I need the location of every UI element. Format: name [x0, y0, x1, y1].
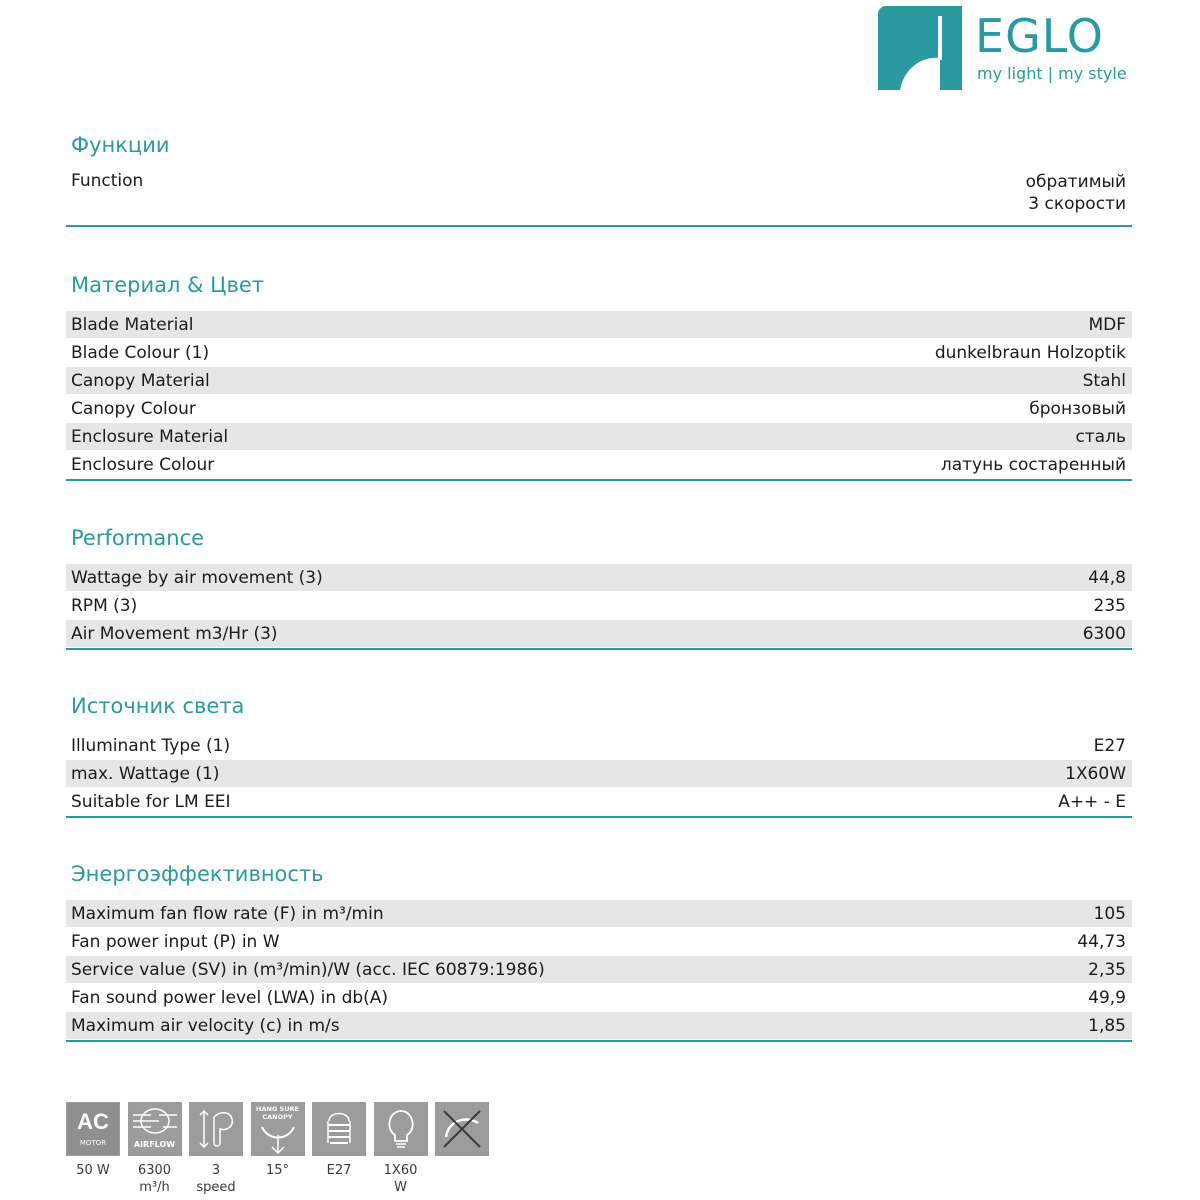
function-value: обратимый [1025, 172, 1126, 192]
table-row [66, 395, 1132, 423]
row-value: 44,73 [1077, 932, 1126, 952]
row-label: Suitable for LM EEI [71, 792, 231, 812]
feature-caption: 3 speed [196, 1163, 236, 1195]
feature-icons [66, 1102, 497, 1196]
table-row [66, 592, 1132, 620]
functions-title: Функции [71, 133, 170, 157]
row-value: бронзовый [1029, 399, 1126, 419]
row-value: 6300 [1082, 623, 1126, 644]
performance-section [66, 524, 1132, 650]
canopy-symbol-icon [252, 1121, 304, 1155]
airflow-icon [128, 1102, 182, 1156]
socket-symbol-icon [313, 1103, 365, 1155]
table-row [66, 788, 1132, 816]
row-label: Enclosure Colour [71, 455, 215, 475]
row-value: Stahl [1082, 370, 1126, 391]
canopy-icon-text: HANG SURE CANOPY [256, 1105, 299, 1121]
row-value: 49,9 [1088, 988, 1126, 1008]
row-label: Wattage by air movement (3) [71, 567, 323, 588]
feature-caption: 6300 m³/h [137, 1163, 172, 1195]
performance-title: Performance [71, 526, 205, 550]
row-label: Air Movement m3/Hr (3) [71, 623, 278, 644]
table-row [66, 984, 1132, 1012]
row-label: Blade Colour (1) [71, 343, 210, 363]
material-table [66, 311, 1132, 481]
feature-caption: E27 [326, 1163, 352, 1178]
row-value: 1X60W [1065, 763, 1126, 784]
row-label: Fan power input (P) in W [71, 932, 280, 952]
feature-item [251, 1102, 305, 1196]
ac-motor-icon [66, 1102, 120, 1156]
lightbulb-symbol-icon [375, 1103, 427, 1155]
hang-sure-canopy-icon [251, 1102, 305, 1156]
function-label: Function [71, 171, 144, 191]
table-row [66, 956, 1132, 984]
row-label: Fan sound power level (LWA) in db(A) [71, 988, 389, 1008]
feature-item [189, 1102, 243, 1196]
row-value: сталь [1075, 426, 1126, 447]
energy-title: Энергоэффективность [71, 862, 324, 886]
pull-chain-symbol-icon [190, 1103, 242, 1155]
table-row [66, 732, 1132, 760]
row-value: 2,35 [1088, 959, 1126, 980]
airflow-symbol-icon [129, 1105, 181, 1139]
eglo-logo-mark-icon [878, 6, 962, 90]
row-value: латунь состаренный [940, 455, 1126, 475]
row-value: MDF [1088, 314, 1126, 335]
feature-caption: 15° [265, 1163, 290, 1178]
row-label: Maximum fan flow rate (F) in m³/min [71, 903, 384, 924]
row-value: A++ - E [1058, 792, 1126, 812]
table-row [66, 451, 1132, 479]
functions-section [66, 131, 1132, 227]
table-row [66, 423, 1132, 451]
function-values [1026, 171, 1126, 215]
row-label: Service value (SV) in (m³/min)/W (acc. IEC 60879:1986) [71, 959, 545, 980]
row-label: Illuminant Type (1) [71, 736, 231, 756]
table-row [66, 367, 1132, 395]
bulb-icon [374, 1102, 428, 1156]
row-value: 235 [1093, 596, 1126, 616]
light-section [66, 692, 1132, 818]
eglo-logo [878, 6, 1138, 92]
material-section [66, 271, 1132, 481]
e27-socket-icon [312, 1102, 366, 1156]
feature-item [312, 1102, 366, 1196]
feature-caption: 1X60 W [383, 1163, 418, 1195]
feature-item [374, 1102, 428, 1196]
function-value: 3 скорости [1028, 194, 1126, 214]
table-row [66, 900, 1132, 928]
energy-table [66, 900, 1132, 1042]
table-row [66, 339, 1132, 367]
not-dimmable-icon [435, 1102, 489, 1156]
row-value: 1,85 [1088, 1015, 1126, 1036]
light-table [66, 732, 1132, 818]
table-row [66, 311, 1132, 339]
material-title: Материал & Цвет [71, 273, 264, 297]
dimmer-crossed-symbol-icon [436, 1103, 488, 1155]
ac-icon-text: AC [77, 1109, 109, 1134]
performance-table [66, 564, 1132, 650]
row-label: Canopy Colour [71, 399, 196, 419]
row-label: max. Wattage (1) [71, 763, 220, 784]
table-row [66, 760, 1132, 788]
speed-icon [189, 1102, 243, 1156]
table-row [66, 620, 1132, 648]
table-row [66, 928, 1132, 956]
functions-block [66, 169, 1132, 227]
light-title: Источник света [71, 694, 245, 718]
row-label: Canopy Material [71, 370, 210, 391]
row-label: Maximum air velocity (c) in m/s [71, 1015, 340, 1036]
row-label: Enclosure Material [71, 426, 229, 447]
logo-wordmark: EGLO [975, 9, 1104, 63]
row-value: 44,8 [1088, 567, 1126, 588]
row-label: RPM (3) [71, 596, 138, 616]
ac-icon-subtext: MOTOR [79, 1139, 107, 1147]
row-label: Blade Material [71, 314, 194, 335]
feature-item [128, 1102, 182, 1196]
feature-caption: 50 W [76, 1163, 110, 1178]
table-row [66, 564, 1132, 592]
row-value: E27 [1093, 736, 1126, 756]
energy-section [66, 860, 1132, 1042]
airflow-icon-text: AIRFLOW [133, 1140, 176, 1149]
row-value: dunkelbraun Holzoptik [934, 343, 1126, 363]
logo-tagline: my light | my style [977, 64, 1127, 83]
row-value: 105 [1093, 903, 1126, 924]
table-row [66, 1012, 1132, 1040]
feature-item [435, 1102, 489, 1196]
feature-item [66, 1102, 120, 1196]
